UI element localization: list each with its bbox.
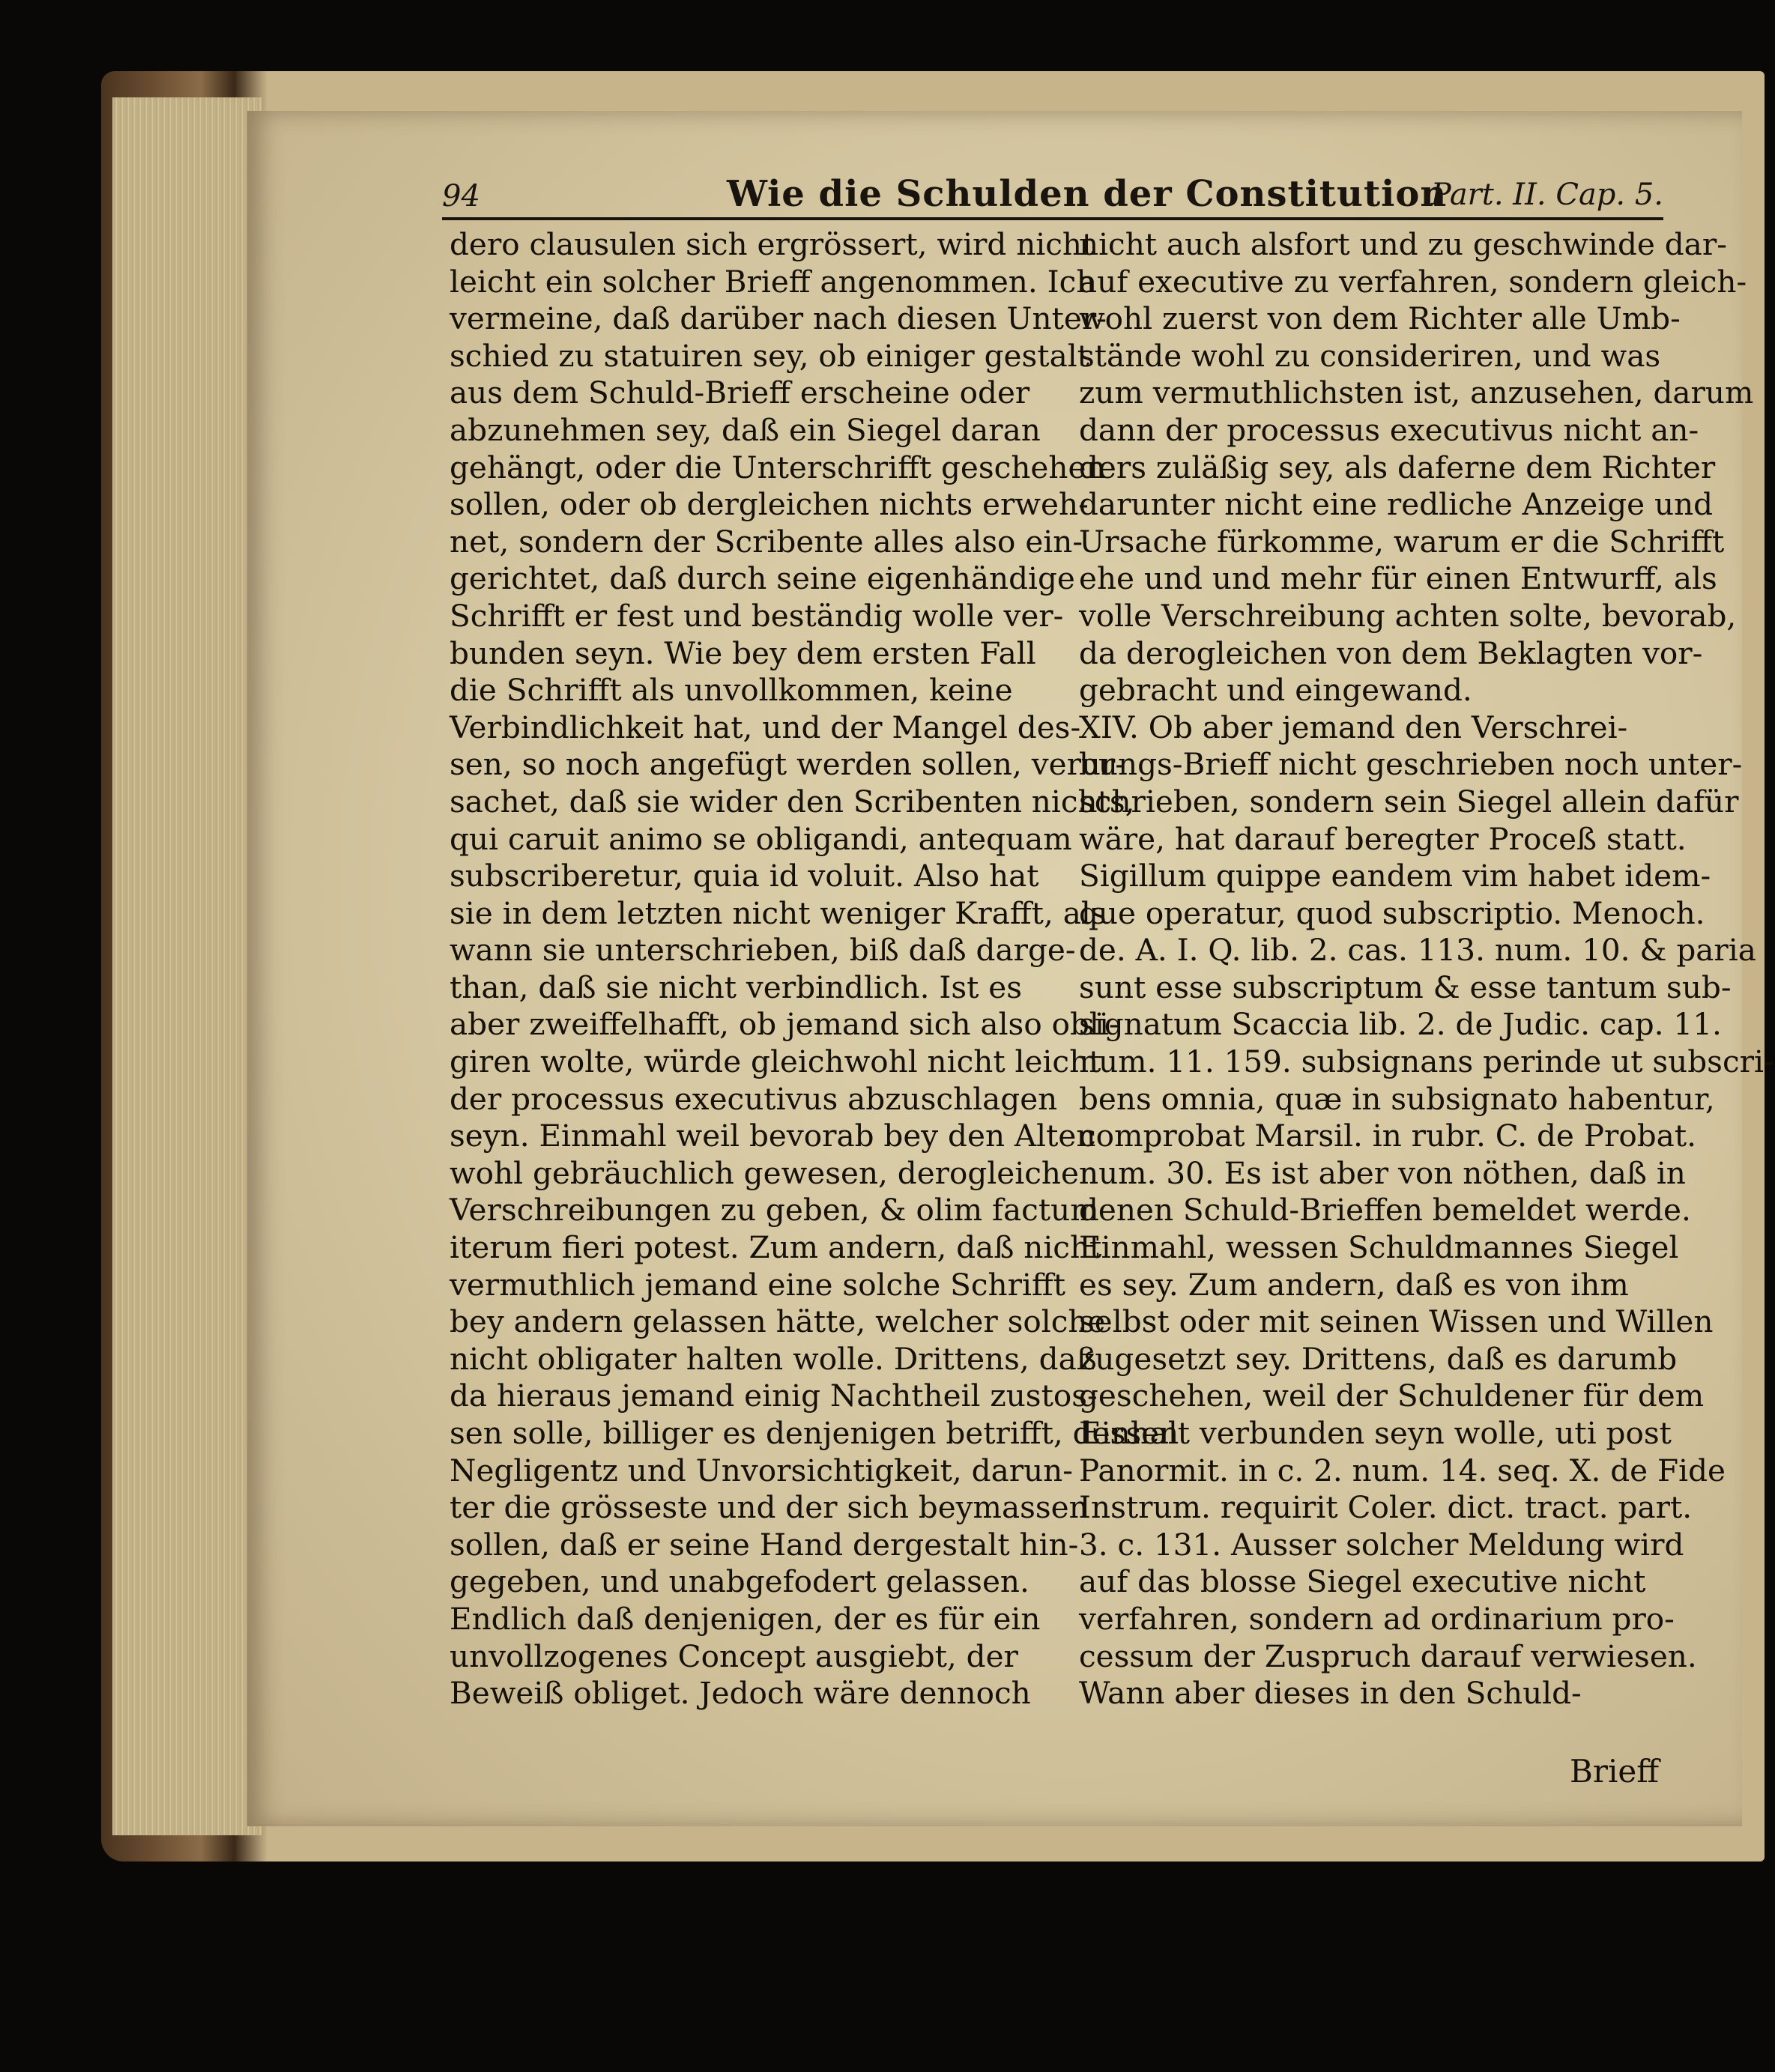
text-line: gehängt, oder die Unterschrifft geschehen — [450, 449, 1106, 485]
text-line: schrieben, sondern sein Siegel allein dafür — [1079, 783, 1739, 820]
text-line: wohl gebräuchlich gewesen, derogleichen — [450, 1154, 1099, 1191]
text-line: dann der processus executivus nicht an- — [1079, 411, 1699, 448]
page-number: 94 — [442, 179, 480, 213]
text-line: sachet, daß sie wider den Scribenten nichts, — [450, 783, 1135, 820]
text-line: unvollzogenes Concept ausgiebt, der — [450, 1638, 1018, 1674]
text-line: iterum fieri potest. Zum andern, daß nicht — [450, 1229, 1102, 1266]
text-line: Endlich daß denjenigen, der es für ein — [450, 1600, 1041, 1637]
text-line: wohl zuerst von dem Richter alle Umb- — [1079, 300, 1681, 337]
text-line: abzunehmen sey, daß ein Siegel daran — [450, 411, 1041, 448]
text-line: nicht obligater halten wolle. Drittens, daß — [450, 1340, 1097, 1377]
text-line: volle Verschreibung achten solte, bevorab, — [1079, 597, 1737, 634]
right-text-column — [1079, 226, 1774, 1712]
text-line: de. A. I. Q. lib. 2. cas. 113. num. 10. & paria — [1079, 932, 1756, 969]
text-line: Wann aber dieses in den Schuld- — [1079, 1675, 1582, 1712]
text-line: Negligentz und Unvorsichtigkeit, darun- — [450, 1452, 1073, 1488]
text-line: num. 11. 159. subsignans perinde ut subscri- — [1079, 1043, 1774, 1080]
text-line: wäre, hat darauf beregter Proceß statt. — [1079, 820, 1687, 857]
text-line: que operatur, quod subscriptio. Menoch. — [1079, 894, 1705, 931]
text-line: darunter nicht eine redliche Anzeige und — [1079, 486, 1714, 523]
text-line: sie in dem letzten nicht weniger Krafft, als — [450, 894, 1107, 931]
text-line: es sey. Zum andern, daß es von ihm — [1079, 1266, 1629, 1303]
text-line: Einhalt verbunden seyn wolle, uti post — [1079, 1415, 1672, 1451]
text-line: bunden seyn. Wie bey dem ersten Fall — [450, 634, 1036, 671]
text-line: Ursache fürkomme, warum er die Schrifft — [1079, 523, 1725, 560]
text-line: comprobat Marsil. in rubr. C. de Probat. — [1079, 1118, 1696, 1154]
text-line: Schrifft er fest und beständig wolle ver- — [450, 597, 1064, 634]
part-chapter: Part. II. Cap. 5. — [1430, 178, 1663, 212]
left-text-column — [450, 226, 1179, 1712]
text-line: Verschreibungen zu geben, & olim factum — [450, 1192, 1099, 1229]
text-line: giren wolte, würde gleichwohl nicht leicht — [450, 1043, 1101, 1080]
text-line: zugesetzt sey. Drittens, daß es darumb — [1079, 1340, 1678, 1377]
header-rule — [442, 217, 1663, 220]
text-line: die Schrifft als unvollkommen, keine — [450, 672, 1013, 709]
text-line: Verbindlichkeit hat, und der Mangel des- — [450, 709, 1081, 745]
text-line: seyn. Einmahl weil bevorab bey den Alten — [450, 1118, 1096, 1154]
text-line: bens omnia, quæ in subsignato habentur, — [1079, 1080, 1715, 1117]
text-line: gerichtet, daß durch seine eigenhändige — [450, 560, 1075, 597]
running-title: Wie die Schulden der Constitution — [727, 173, 1448, 215]
text-line: dero clausulen sich ergrössert, wird nicht — [450, 226, 1095, 262]
text-line: sollen, oder ob dergleichen nichts erweh- — [450, 486, 1089, 523]
text-line: stände wohl zu consideriren, und was — [1079, 337, 1661, 374]
catchword: Brieff — [1570, 1753, 1660, 1790]
text-line: nicht auch alsfort und zu geschwinde dar- — [1079, 226, 1727, 262]
text-line: da derogleichen von dem Beklagten vor- — [1079, 634, 1703, 671]
text-line: 3. c. 131. Ausser solcher Meldung wird — [1079, 1526, 1684, 1563]
text-line: vermeine, daß darüber nach diesen Unter- — [450, 300, 1107, 337]
text-line: zum vermuthlichsten ist, anzusehen, darum — [1079, 375, 1754, 411]
text-line: gebracht und eingewand. — [1079, 672, 1472, 709]
text-line: leicht ein solcher Brieff angenommen. Ich — [450, 263, 1096, 300]
text-line: num. 30. Es ist aber von nöthen, daß in — [1079, 1154, 1686, 1191]
running-head — [442, 169, 1663, 221]
text-line: sunt esse subscriptum & esse tantum sub- — [1079, 969, 1732, 1005]
text-line: than, daß sie nicht verbindlich. Ist es — [450, 969, 1023, 1005]
text-line: XIV. Ob aber jemand den Verschrei- — [1079, 709, 1628, 745]
text-line: selbst oder mit seinen Wissen und Willen — [1079, 1303, 1714, 1340]
text-line: sen, so noch angefügt werden sollen, verur- — [450, 746, 1126, 783]
text-line: denen Schuld-Brieffen bemeldet werde. — [1079, 1192, 1691, 1229]
text-line: aber zweiffelhafft, ob jemand sich also obli- — [450, 1006, 1119, 1043]
text-line: Einmahl, wessen Schuldmannes Siegel — [1079, 1229, 1679, 1266]
text-line: ehe und und mehr für einen Entwurff, als — [1079, 560, 1717, 597]
text-line: Sigillum quippe eandem vim habet idem- — [1079, 858, 1711, 894]
text-line: schied zu statuiren sey, ob einiger gestalt — [450, 337, 1089, 374]
text-line: sollen, daß er seine Hand dergestalt hin- — [450, 1526, 1079, 1563]
text-line: bey andern gelassen hätte, welcher solche — [450, 1303, 1106, 1340]
text-line: verfahren, sondern ad ordinarium pro- — [1079, 1600, 1675, 1637]
text-line: der processus executivus abzuschlagen — [450, 1080, 1058, 1117]
text-line: da hieraus jemand einig Nachtheil zustos- — [450, 1378, 1098, 1414]
text-line: auf executive zu verfahren, sondern gleich- — [1079, 263, 1747, 300]
text-line: qui caruit animo se obligandi, antequam — [450, 820, 1072, 857]
text-line: ders zuläßig sey, als daferne dem Richter — [1079, 449, 1716, 485]
text-line: vermuthlich jemand eine solche Schrifft — [450, 1266, 1066, 1303]
text-line: signatum Scaccia lib. 2. de Judic. cap. 11. — [1079, 1006, 1722, 1043]
text-line: auf das blosse Siegel executive nicht — [1079, 1563, 1646, 1600]
text-line: bungs-Brieff nicht geschrieben noch unter- — [1079, 746, 1743, 783]
text-line: ter die grösseste und der sich beymassen — [450, 1489, 1089, 1526]
text-line: cessum der Zuspruch darauf verwiesen. — [1079, 1638, 1697, 1674]
text-line: subscriberetur, quia id voluit. Also hat — [450, 858, 1039, 894]
text-line: aus dem Schuld-Brieff erscheine oder — [450, 375, 1030, 411]
text-line: net, sondern der Scribente alles also ein- — [450, 523, 1083, 560]
text-line: sen solle, billiger es denjenigen betrifft, dessen — [450, 1415, 1179, 1451]
text-line: gegeben, und unabgefodert gelassen. — [450, 1563, 1029, 1600]
text-line: Panormit. in c. 2. num. 14. seq. X. de Fide — [1079, 1452, 1726, 1488]
text-line: Instrum. requirit Coler. dict. tract. part. — [1079, 1489, 1693, 1526]
text-line: Beweiß obliget. Jedoch wäre dennoch — [450, 1675, 1031, 1712]
text-line: geschehen, weil der Schuldener für dem — [1079, 1378, 1705, 1414]
page-stack-edge — [112, 97, 262, 1835]
text-line: wann sie unterschrieben, biß daß darge- — [450, 932, 1076, 969]
